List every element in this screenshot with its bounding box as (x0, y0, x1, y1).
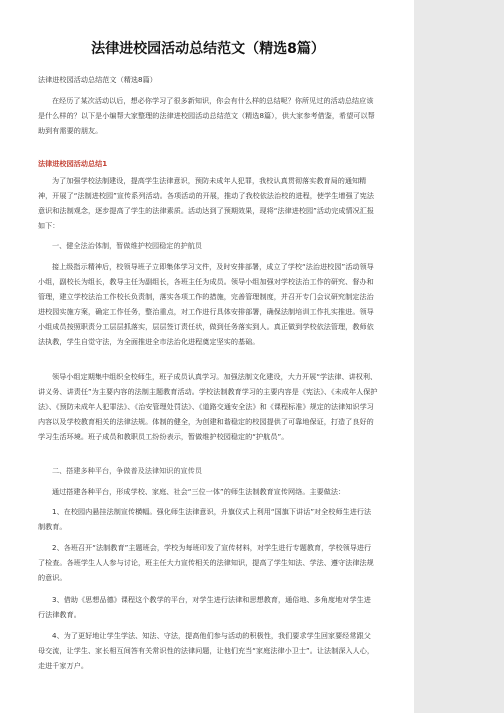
list-item-3: 3、借助《思想品德》课程这个教学的平台，对学生进行法律和思想教育，通俗地、多角度地对学生进行法律教育。 (38, 595, 371, 619)
document-title: 法律进校园活动总结范文（精选8篇） (91, 41, 325, 57)
list-item-2: 2、各班召开“法制教育”主题班会，学校为每班印发了宣传材料，对学生进行专题教育，学校领导进行了检查。各班学生人人参与讨论，班主任大力宣传相关的法律知识，提高了学生知法、学法、遵守法律法规的意识。 (38, 543, 374, 582)
paragraph-2: 接上级指示精神后，校领导班子立即集体学习文件，及时安排部署，成立了学校“法治进校园”活动领导小组，副校长为组长，教导主任为副组长，各班主任为成员。领导小组加强对学校法治工作的研究、督办和管理，建立学校法治工作校长负责制，落实各项工作的措施，完善管理制度，并召开专门会议研究制定法治进校园实施方案，确定工作任务，整治重点，对工作进行具体安排部署，确保法制培训工作扎实推进。领导小组成员按照职责分工层层抓落实，层层签订责任状，做到任务落实到人。真正做到学校依法管理，教师依法执教，学生自觉守法，为全面推进全市法治化进程奠定坚实的基础。 (38, 262, 374, 346)
list-item-1: 1、在校园内悬挂法制宣传横幅。强化师生法律意识，升旗仪式上利用“国旗下讲话”对全校师生进行法制教育。 (38, 507, 372, 531)
side-panel (414, 0, 504, 713)
list-item-4: 4、为了更好地让学生学法、知法、守法，提高他们参与活动的积极性，我们要求学生回家要经常跟父母交流，让学生、家长相互间答有关常识性的法律问题，让他们充当“家庭法律小卫士”。让法制深入人心，走进千家万户。 (38, 631, 375, 670)
subheading-b: 二、搭建多种平台，争做普及法律知识的宣传员 (52, 466, 203, 475)
document-subtitle: 法律进校园活动总结范文（精选8篇） (38, 75, 157, 84)
paragraph-3: 领导小组定期集中组织全校师生，班子成员认真学习。加强法制文化建设，大力开展“学法律、讲权利、讲义务、讲责任”为主要内容的法制主题教育活动。学校法制教育学习的主要内容是《宪法》、《未成年人保护法》、《预防未成年人犯罪法》、《治安管理处罚法》、《道路交通安全法》和《课程标准》规定的法律知识学习内容以及学校教育相关的法律法规。体制的健全，为创建和谐稳定的校园提供了可靠地保证，打造了良好的学习生活环境。班子成员和教职员工纷纷表示，暂做维护校园稳定的“护航员”。 (38, 372, 378, 441)
intro-paragraph: 在经历了某次活动以后，想必你学习了很多新知识，你会有什么样的总结呢？你所见过的活动总结应该是什么样的？以下是小编帮大家整理的法律进校园活动总结范文（精选8篇），供大家参考借鉴，希望可以帮助到有需要的朋友。 (38, 96, 375, 135)
section-heading: 法律进校园活动总结1 (38, 159, 108, 168)
paragraph-1: 为了加强学校法制建设，提高学生法律意识，预防未成年人犯罪，我校认真贯彻落实教育局的通知精神，开展了“法制进校园”宣传系列活动。各项活动的开展，推动了我校依法治校的进程，使学生增强了宪法意识和法制观念，逐步提高了学生的法律素质。活动达到了预期效果，现将“法律进校园”活动完成情况汇报如下： (38, 176, 375, 230)
paragraph-4: 通过搭建各种平台，形成学校、家庭、社会“三位一体”的师生法制教育宣传网络。主要做法： (52, 487, 346, 496)
subheading-a: 一、健全法治体制，暂做维护校园稳定的护航员 (52, 241, 203, 250)
